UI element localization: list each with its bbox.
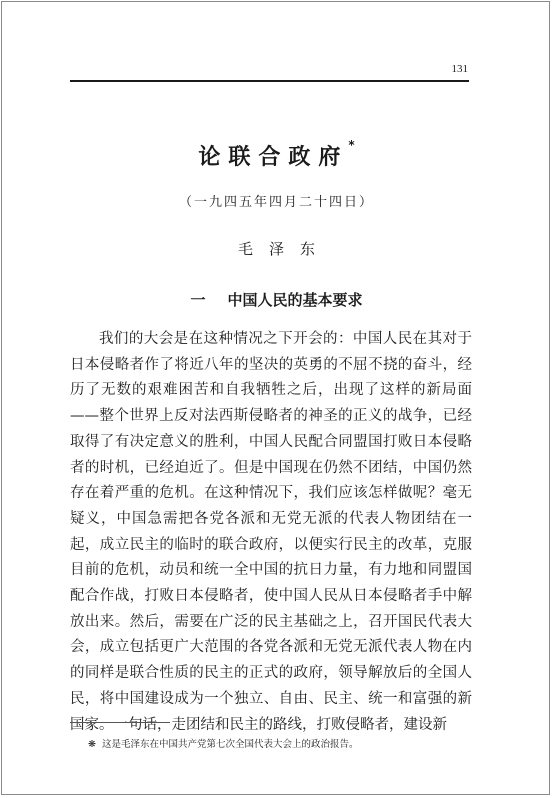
body-paragraph: 我们的大会是在这种情况之下开会的：中国人民在其对于日本侵略者作了将近八年的坚决的英勇的不屈不挠的奋斗，经历了无数的艰难困苦和自我牺牲之后，出现了这样的新局面——整个世界上反对法西斯侵略者的神圣的正义的战争，已经取得了有决定意义的胜利，中国人民配合同盟国打败日本侵略者的时机，已经迫近了。但是中国现在仍然不团结，中国仍然存在着严重的危机。在这种情况下，我们应该怎样做呢？毫无疑义，中国急需把各党各派和无党无派的代表人物团结在一起，成立民主的临时的联合政府，以便实行民主的改革，克服目前的危机，动员和统一全中国的抗日力量，有力地和同盟国配合作战，打败日本侵略者，使中国人民从日本侵略者手中解放出来。然后，需要在广泛的民主基础之上，召开国民代表大会，成立包括更广大范围的各党各派和无党无派代表人物在内的同样是联合性质的民主的正式的政府，领导解放后的全国人民，将中国建设成为一个独立、自由、民主、统一和富强的新国家。一句话，走团结和民主的路线，打败侵略者，建设新 <box>70 331 472 733</box>
section-number: 一 <box>190 291 206 309</box>
date-line: （一九四五年四月二十四日） <box>178 195 374 210</box>
page-title <box>0 140 553 171</box>
footnote-rule <box>70 722 170 723</box>
footnote-text: 这是毛泽东在中国共产党第七次全国代表大会上的政治报告。 <box>101 739 359 750</box>
header-rule <box>70 80 469 82</box>
author: 毛泽东 <box>237 240 331 258</box>
title-footnote-mark: * <box>348 138 355 152</box>
section-heading <box>0 289 553 310</box>
footnote <box>88 736 358 750</box>
title-text: 论联合政府 <box>198 145 349 170</box>
footnote-mark: ❋ <box>88 739 96 750</box>
section-title: 中国人民的基本要求 <box>227 291 363 309</box>
page-number: 131 <box>451 63 468 75</box>
